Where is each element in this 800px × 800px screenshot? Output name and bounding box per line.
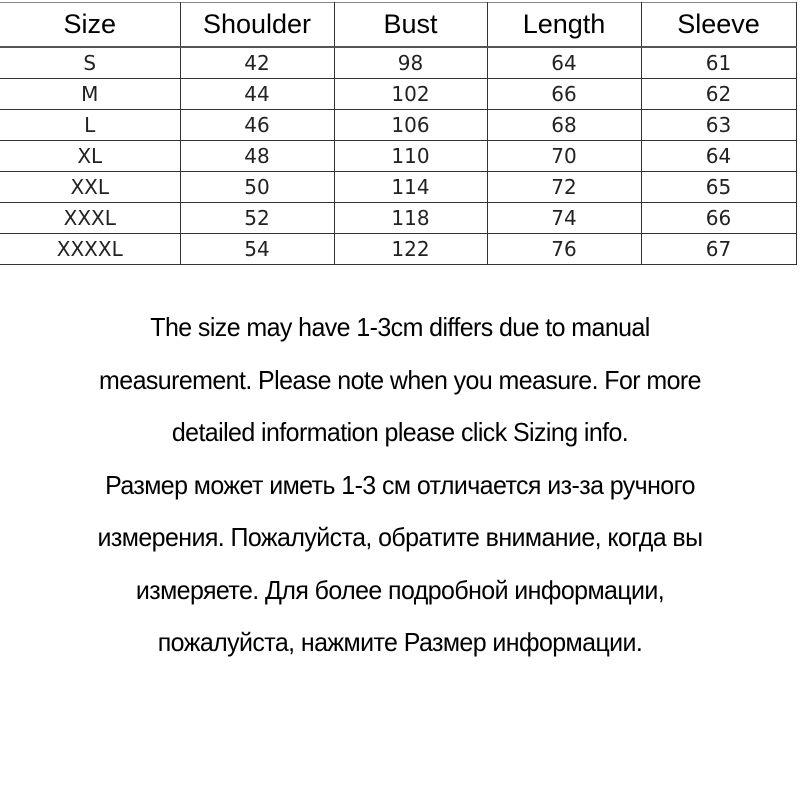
table-row [0,141,796,172]
english-note-line: detailed information please click Sizing info. [171,417,629,447]
cell-length: 74 [487,203,641,234]
cell-size: S [0,47,180,79]
cell-shoulder: 50 [180,172,334,203]
english-note-line: The size may have 1-3cm differs due to manual [150,312,650,342]
table-row [0,79,796,110]
russian-note-line: измерения. Пожалуйста, обратите внимание, когда вы [97,522,703,552]
cell-sleeve: 64 [641,141,796,172]
cell-bust: 98 [334,47,487,79]
cell-length: 70 [487,141,641,172]
cell-shoulder: 44 [180,79,334,110]
cell-shoulder: 54 [180,234,334,265]
table-row [0,172,796,203]
cell-size: XXXXL [0,234,180,265]
cell-size: M [0,79,180,110]
cell-bust: 110 [334,141,487,172]
english-note-line: measurement. Please note when you measure. For more [99,364,701,395]
cell-length: 68 [487,110,641,141]
cell-length: 64 [487,47,641,79]
cell-size: XL [0,141,180,172]
header-size: Size [0,3,180,48]
cell-size: XXL [0,172,180,203]
cell-shoulder: 52 [180,203,334,234]
header-bust: Bust [334,3,487,48]
cell-shoulder: 46 [180,110,334,141]
russian-note-line: Размер может иметь 1-3 см отличается из-за ручного [105,469,695,500]
cell-sleeve: 65 [641,172,796,203]
table-row [0,234,796,265]
size-chart-table [0,2,797,265]
cell-length: 66 [487,79,641,110]
table-row [0,110,796,141]
header-sleeve: Sleeve [641,3,796,48]
cell-length: 76 [487,234,641,265]
russian-note-line: пожалуйста, нажмите Размер информации. [157,627,643,657]
table-row [0,47,796,79]
table-row [0,203,796,234]
measurement-notes [0,301,800,669]
cell-shoulder: 48 [180,141,334,172]
cell-sleeve: 66 [641,203,796,234]
cell-bust: 122 [334,234,487,265]
cell-size: L [0,110,180,141]
cell-shoulder: 42 [180,47,334,79]
cell-bust: 106 [334,110,487,141]
cell-sleeve: 61 [641,47,796,79]
cell-bust: 114 [334,172,487,203]
header-length: Length [487,3,641,48]
russian-note-line: измеряете. Для более подробной информации, [135,574,665,605]
cell-bust: 118 [334,203,487,234]
cell-bust: 102 [334,79,487,110]
cell-length: 72 [487,172,641,203]
cell-size: XXXL [0,203,180,234]
cell-sleeve: 67 [641,234,796,265]
header-shoulder: Shoulder [180,3,334,48]
table-header-row [0,3,796,48]
cell-sleeve: 63 [641,110,796,141]
cell-sleeve: 62 [641,79,796,110]
